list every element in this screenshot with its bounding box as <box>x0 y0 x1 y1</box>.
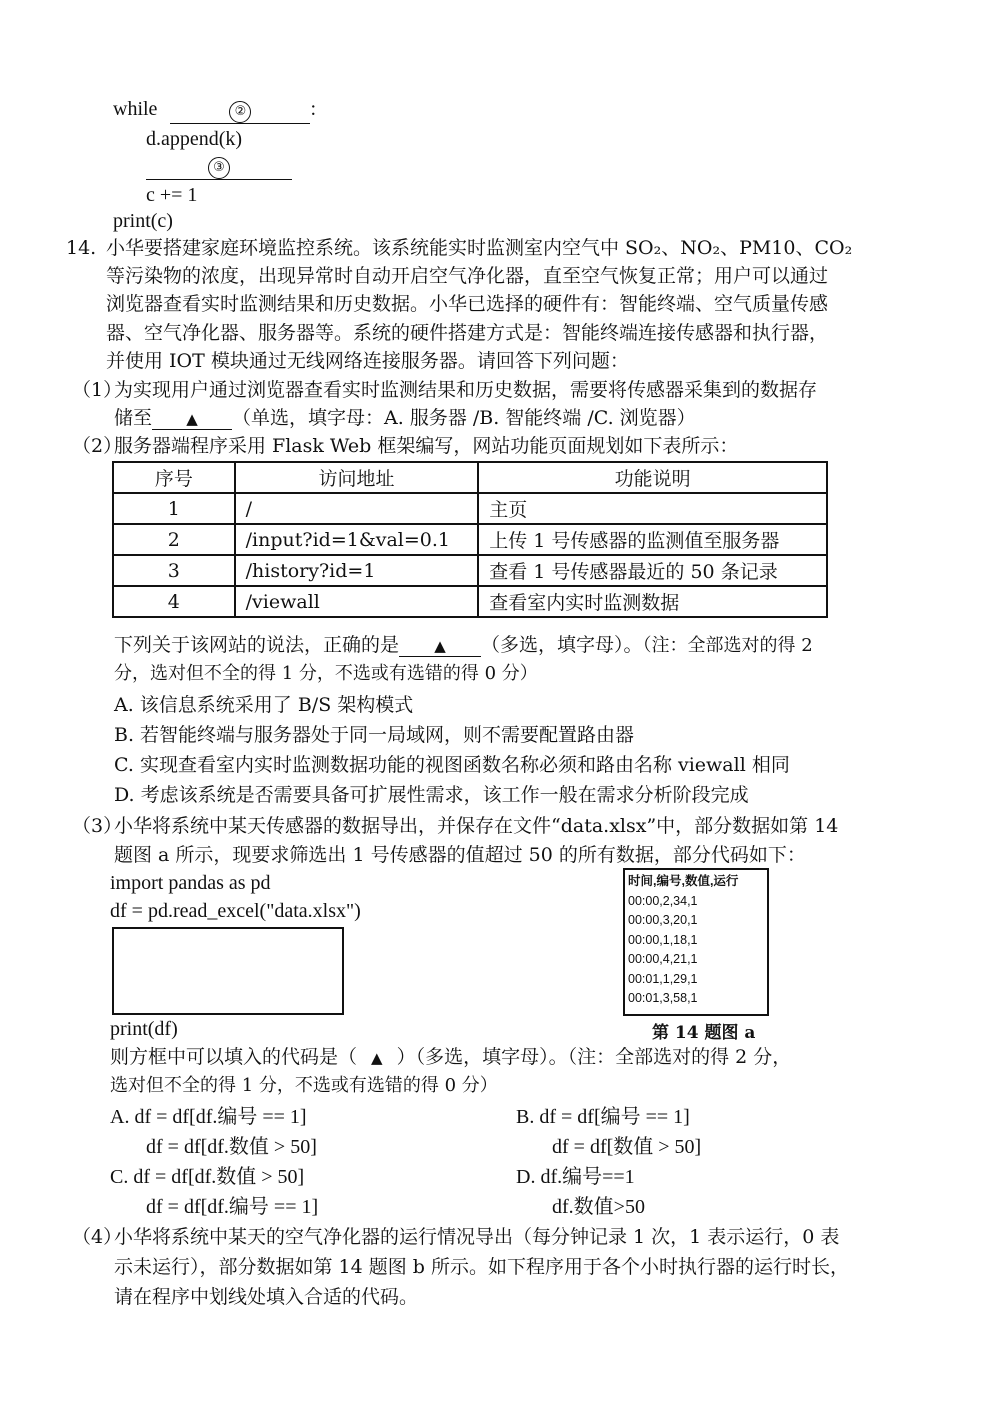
part4-label: （4） <box>72 1226 123 1248</box>
cell-index: 4 <box>113 586 235 617</box>
part3-option-a-1: A. df = df[df.编号 == 1] <box>110 1106 307 1128</box>
blank-3-line <box>146 152 292 180</box>
cell-function: 上传 1 号传感器的监测值至服务器 <box>478 524 827 555</box>
cell-function: 查看室内实时监测数据 <box>478 586 827 617</box>
part3-option-d-1: D. df.编号==1 <box>516 1166 635 1188</box>
triangle-mark: ▲ <box>186 410 198 428</box>
table-row <box>113 555 827 586</box>
part3-option-b-2: df = df[数值 > 50] <box>552 1136 702 1158</box>
while-line <box>113 96 316 124</box>
code-answer-box <box>112 927 344 1015</box>
part4-line-3: 请在程序中划线处填入合适的代码。 <box>114 1286 419 1308</box>
cell-url: /history?id=1 <box>235 555 479 586</box>
code-print: print(df) <box>110 1018 178 1040</box>
part1-line-2 <box>114 405 696 431</box>
part1-label: （1） <box>72 379 123 401</box>
figure-a-line: 00:01,1,29,1 <box>628 971 698 986</box>
triangle-mark: ▲ <box>371 1049 383 1067</box>
cell-function: 查看 1 号传感器最近的 50 条记录 <box>478 555 827 586</box>
print-line: print(c) <box>113 210 173 232</box>
header-index: 序号 <box>113 462 235 493</box>
question-number: 14. <box>66 237 97 259</box>
figure-a-line: 00:00,4,21,1 <box>628 952 698 966</box>
part1-pre: 储至 <box>114 407 153 429</box>
figure-a-line: 00:00,3,20,1 <box>628 913 698 927</box>
stem-line-4: 器、空气净化器、服务器等。系统的硬件搭建方式是：智能终端连接传感器和执行器， <box>106 322 829 344</box>
figure-a-data <box>623 868 769 1016</box>
part1-options: （单选，填字母：A. 服务器 /B. 智能终端 /C. 浏览器） <box>232 407 696 429</box>
part3-option-d-2: df.数值>50 <box>552 1196 645 1218</box>
route-table <box>112 461 828 618</box>
part3-note-2: 选对但不全的得 1 分，不选或有选错的得 0 分） <box>110 1075 498 1096</box>
figure-a-line: 00:00,2,34,1 <box>628 893 698 908</box>
part3-ask <box>110 1044 791 1071</box>
triangle-mark: ▲ <box>434 637 446 655</box>
part3-ask-post: ）（多选，填字母）。（注：全部选对的得 2 分， <box>396 1046 792 1068</box>
cell-index: 2 <box>113 524 235 555</box>
part1-answer-blank <box>152 408 232 430</box>
table-row <box>113 586 827 617</box>
part2-option-d: D. 考虑该系统是否需要具备可扩展性需求，该工作一般在需求分析阶段完成 <box>114 784 749 806</box>
cell-index: 3 <box>113 555 235 586</box>
blank-3 <box>146 155 292 180</box>
stem-line-2: 等污染物的浓度，出现异常时自动开启空气净化器，直至空气恢复正常；用户可以通过 <box>106 265 829 287</box>
part4-line-2: 示未运行），部分数据如第 14 题图 b 所示。如下程序用于各个小时执行器的运行时长， <box>114 1256 849 1278</box>
part3-label: （3） <box>72 815 123 837</box>
part3-line-1: 小华将系统中某天传感器的数据导出，并保存在文件“data.xlsx”中，部分数据如第 14 <box>114 815 839 837</box>
circle-number-3: ③ <box>208 157 230 179</box>
header-function: 功能说明 <box>478 462 827 493</box>
stem-line-3: 浏览器查看实时监测结果和历史数据。小华已选择的硬件有：智能终端、空气质量传感 <box>106 293 829 315</box>
figure-a-header: 时间,编号,数值,运行 <box>628 874 739 888</box>
increment-line: c += 1 <box>146 184 198 206</box>
part2-intro: 服务器端程序采用 Flask Web 框架编写，网站功能页面规划如下表所示： <box>114 435 739 457</box>
circle-number-2: ② <box>229 101 251 123</box>
code-import: import pandas as pd <box>110 872 271 894</box>
part2-ask-post: （多选，填字母）。 <box>481 634 643 656</box>
figure-a-caption: 第 14 题图 a <box>652 1023 756 1043</box>
figure-a-line: 00:01,3,58,1 <box>628 991 698 1005</box>
cell-url: /viewall <box>235 586 479 617</box>
part2-ask-pre: 下列关于该网站的说法，正确的是 <box>114 634 400 656</box>
part3-option-b-1: B. df = df[编号 == 1] <box>516 1106 690 1128</box>
while-colon: : <box>310 98 316 120</box>
part2-option-a: A. 该信息系统采用了 B/S 架构模式 <box>114 694 414 716</box>
part2-label: （2） <box>72 435 123 457</box>
cell-url: / <box>235 493 479 524</box>
table-header-row <box>113 462 827 493</box>
part3-option-a-2: df = df[df.数值 > 50] <box>146 1136 317 1158</box>
figure-a-line: 00:00,1,18,1 <box>628 932 698 947</box>
part3-line-2: 题图 a 所示，现要求筛选出 1 号传感器的值超过 50 的所有数据，部分代码如下： <box>114 844 806 866</box>
cell-url: /input?id=1&val=0.1 <box>235 524 479 555</box>
cell-function: 主页 <box>478 493 827 524</box>
part2-option-b: B. 若智能终端与服务器处于同一局域网，则不需要配置路由器 <box>114 724 635 746</box>
append-line: d.append(k) <box>146 128 243 150</box>
part2-note-1: （注：全部选对的得 2 <box>642 635 813 656</box>
table-row <box>113 524 827 555</box>
while-keyword: while <box>113 98 158 120</box>
part2-answer-blank <box>399 635 481 657</box>
cell-index: 1 <box>113 493 235 524</box>
part3-option-c-1: C. df = df[df.数值 > 50] <box>110 1166 305 1188</box>
header-url: 访问地址 <box>235 462 479 493</box>
table-row <box>113 493 827 524</box>
part1-line-1: 为实现用户通过浏览器查看实时监测结果和历史数据，需要将传感器采集到的数据存 <box>114 379 818 401</box>
code-read: df = pd.read_excel("data.xlsx") <box>110 900 361 922</box>
part2-ask <box>114 632 813 659</box>
blank-2 <box>170 99 310 124</box>
part2-note-2: 分，选对但不全的得 1 分，不选或有选错的得 0 分） <box>114 663 538 684</box>
stem-line-5: 并使用 IOT 模块通过无线网络连接服务器。请回答下列问题： <box>106 350 629 372</box>
part3-ask-pre: 则方框中可以填入的代码是（ <box>110 1046 358 1068</box>
part3-option-c-2: df = df[df.编号 == 1] <box>146 1196 319 1218</box>
stem-line-1: 小华要搭建家庭环境监控系统。该系统能实时监测室内空气中 SO₂、NO₂、PM10、CO₂ <box>106 237 853 259</box>
part2-option-c: C. 实现查看室内实时监测数据功能的视图函数名称必须和路由名称 viewall 相同 <box>114 754 790 776</box>
part4-line-1: 小华将系统中某天的空气净化器的运行情况导出（每分钟记录 1 次，1 表示运行，0 表 <box>114 1226 840 1248</box>
